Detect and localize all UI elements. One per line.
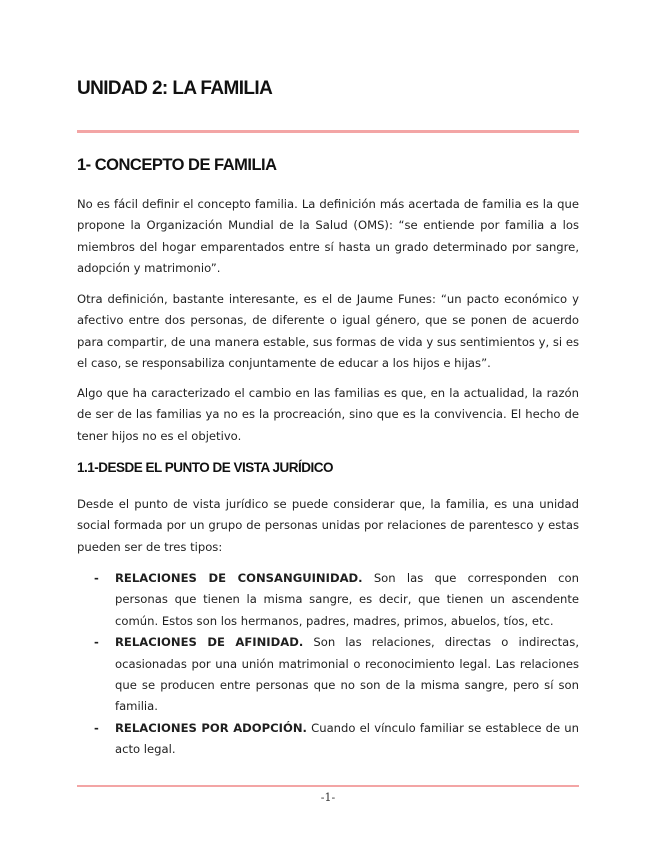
paragraph-change: Algo que ha caracterizado el cambio en las familias es que, en la actualidad, la razón de ser de las familias ya no es la procreación, sino que es la convivencia. El hecho de tener hijos no es el objetivo. [77, 386, 579, 443]
unit-title: UNIDAD 2: LA FAMILIA [77, 78, 273, 99]
list-item [77, 632, 579, 718]
subsection-heading: 1.1-DESDE EL PUNTO DE VISTA JURÍDICO [77, 460, 334, 475]
section-heading: 1- CONCEPTO DE FAMILIA [77, 156, 277, 174]
list-item-lead: RELACIONES POR ADOPCIÓN. [115, 720, 307, 735]
list-item-text: Son las que corresponden con personas que tienen la misma sangre, es decir, que tienen un ascendente común. Estos son los hermanos, padres, madres, primos, abuelos, tíos, etc. [115, 571, 579, 628]
list-item-text: Son las relaciones, directas o indirectas, ocasionadas por una unión matrimonial o reconocimiento legal. Las relaciones que se producen entre personas que no son de la misma sangre, pero sí son familia. [115, 635, 580, 714]
list-bullet: - [94, 720, 99, 735]
relations-list [77, 568, 579, 761]
footer-divider [77, 785, 579, 787]
paragraph-definition-oms: No es fácil definir el concepto familia. La definición más acertada de familia es la que propone la Organización Mundial de la Salud (OMS): “se entiende por familia a los miembros del hogar emparentados entre sí hasta un grado determinado por sangre, adopción y matrimonio”. [77, 197, 579, 276]
list-item-text: Cuando el vínculo familiar se establece de un acto legal. [115, 720, 579, 757]
list-bullet: - [94, 571, 99, 585]
title-divider [77, 130, 579, 133]
list-item-lead: RELACIONES DE AFINIDAD. [115, 635, 304, 650]
list-bullet: - [94, 635, 99, 650]
page-number: -1- [320, 791, 336, 804]
paragraph-definition-funes: Otra definición, bastante interesante, es el de Jaume Funes: “un pacto económico y afectivo entre dos personas, de diferente o igual género, que se ponen de acuerdo para compartir, de una manera estable, sus formas de vida y sus sentimientos y, si es el caso, se responsabiliza conjuntamente de educar a los hijos e hijas”. [77, 292, 579, 371]
list-item-lead: RELACIONES DE CONSANGUINIDAD. [115, 571, 363, 585]
paragraph-juridico: Desde el punto de vista jurídico se puede considerar que, la familia, es una unidad social formada por un grupo de personas unidas por relaciones de parentesco y estas pueden ser de tres tipos: [77, 497, 579, 554]
list-item [77, 568, 579, 632]
list-item [77, 718, 579, 761]
